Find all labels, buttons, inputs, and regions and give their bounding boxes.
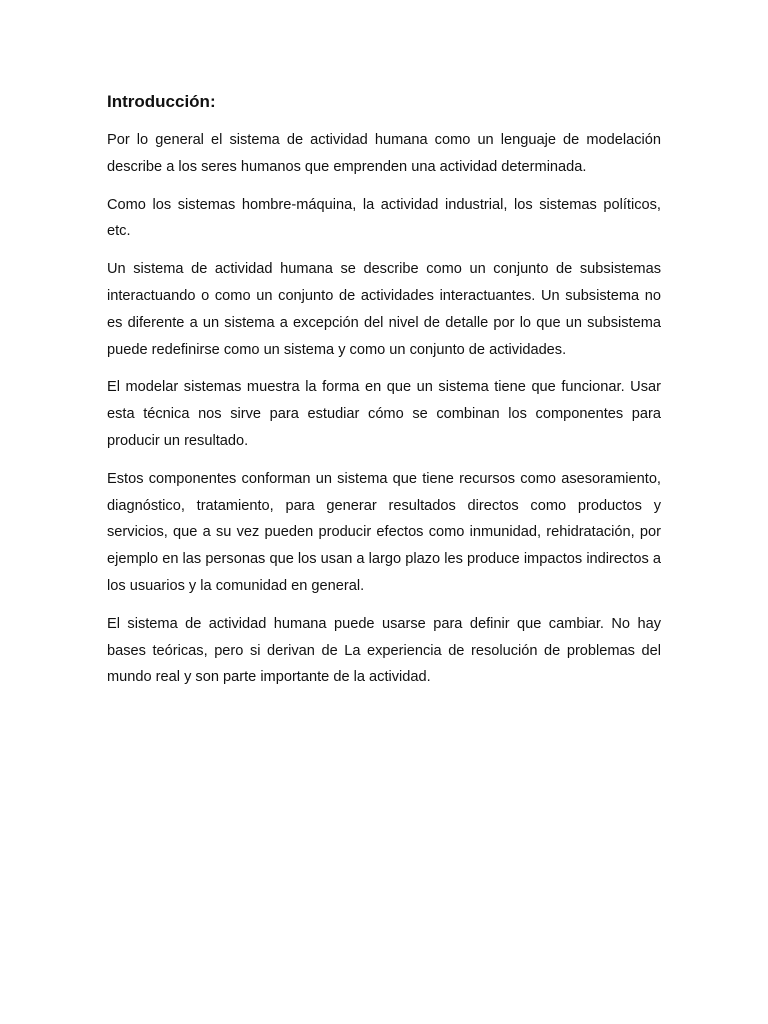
paragraph-3: Un sistema de actividad humana se describe como un conjunto de subsistemas interactuando o como un conjunto de actividades interactuantes. Un subsistema no es diferente a un sistema a excepción del nivel de detalle por lo que un subsistema puede redefinirse como un sistema y como un conjunto de actividades. (107, 261, 661, 358)
document-page (107, 88, 661, 702)
paragraph-2: Como los sistemas hombre-máquina, la actividad industrial, los sistemas políticos, etc. (107, 196, 661, 240)
paragraph-6: El sistema de actividad humana puede usarse para definir que cambiar. No hay bases teóricas, pero si derivan de La experiencia de resolución de problemas del mundo real y son parte importante de la actividad. (107, 615, 661, 686)
paragraph-5: Estos componentes conforman un sistema que tiene recursos como asesoramiento, diagnóstico, tratamiento, para generar resultados directos como productos y servicios, que a su vez pueden producir efectos como inmunidad, rehidratación, por ejemplo en las personas que los usan a largo plazo les produce impactos indirectos a los usuarios y la comunidad en general. (107, 470, 661, 594)
document-title: Introducción: (107, 92, 216, 111)
paragraph-1: Por lo general el sistema de actividad humana como un lenguaje de modelación describe a los seres humanos que emprenden una actividad determinada. (107, 132, 661, 175)
paragraph-4: El modelar sistemas muestra la forma en que un sistema tiene que funcionar. Usar esta técnica nos sirve para estudiar cómo se combinan los componentes para producir un resultado. (107, 379, 661, 449)
